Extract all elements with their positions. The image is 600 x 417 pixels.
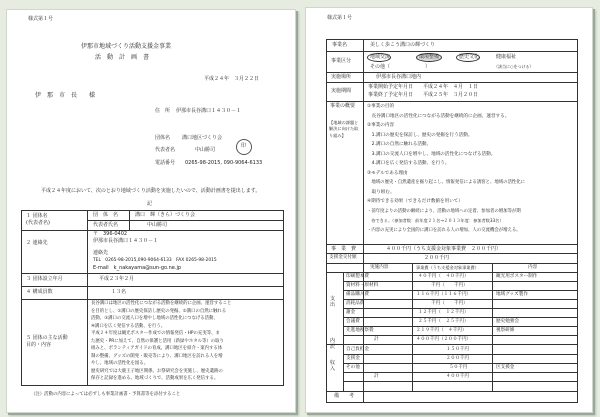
expense-item: 消耗品費	[346, 301, 365, 306]
income-amount: ２００千円	[446, 356, 469, 361]
summary-line: ①事業の目的	[367, 104, 395, 109]
summary-line: 2.溝口の自然に触れる活動。	[367, 142, 432, 147]
expense-item: 計	[374, 337, 379, 342]
period-start: 事業開始予定年月日 平成２４年 ４月 １日	[368, 84, 479, 90]
purpose-line: を目的とし、①溝口の歴史探訪し歴史の発掘、②溝口の自然に触れる	[91, 308, 227, 314]
members-label: ４ 構成員数	[26, 289, 53, 295]
expense-item: 謝金	[346, 310, 356, 315]
summary-line: ・内容の充実により全国的に溝口を訪れる人の増加、人の交流機会が増える。	[367, 227, 521, 233]
expense-amount: ４０千円（ ４０千円）	[418, 274, 469, 279]
expense-amount: ２１９千円（ ４千円）	[416, 328, 467, 333]
income-amount: １５０千円	[446, 347, 469, 352]
summary-line: ②事業の内容	[367, 123, 395, 128]
intro-text: 平成２４年度において、次のとおり地域づくり活動を実施したいので、活動計画書を提出します。	[41, 188, 261, 194]
expense-amount: １１６千円（１１６千円）	[416, 292, 472, 297]
budget-header-detail: 内容	[528, 265, 538, 270]
income-amount: ４００千円	[446, 374, 469, 379]
grant-amount-label: 支援金交付額	[329, 255, 357, 260]
seal-text: 印	[241, 143, 247, 149]
purpose-line: ④溝口を広く発信する活動、を行う。	[91, 323, 166, 329]
addressee: 伊 那 市 長 様	[35, 92, 96, 99]
summary-text	[367, 105, 575, 238]
contact-address: 伊那市長谷溝口１４３０－１	[93, 238, 159, 244]
income-item: 自己負担金	[346, 347, 369, 352]
document-subtitle: 活 動 計 画 書	[95, 54, 150, 61]
contact-sub-label: 連絡先	[93, 250, 109, 256]
expense-side-label: 支出	[330, 296, 336, 308]
summary-sublabel: 【地域の課題と解決に向けた取り組み】	[329, 120, 359, 138]
contact-zip: 〒 396-0402	[93, 231, 128, 237]
summary-line: 待できる。（参加者数：前年度２１名→２０１３年度：参加者数33名）	[367, 218, 504, 223]
purpose-text	[91, 302, 281, 385]
group-rep-value: 中山勝司	[147, 222, 168, 228]
members-value: １３名	[111, 289, 127, 295]
phone-value: 0265-98-2015, 090-9064-6133	[185, 160, 263, 166]
summary-line: 地域の歴史・自然遺産を掘り起こし、情報発信による誘客と、地域の活性化に	[367, 180, 526, 185]
group-row-label: １ 団体名 (代表者名)	[26, 213, 50, 226]
date: 平成２４年 ３月２２日	[204, 76, 260, 82]
income-item: 計	[374, 374, 379, 379]
category-other: その他（ ）	[370, 64, 431, 70]
budget-header-items: 実施内容	[370, 265, 389, 270]
total-cost-value: ４００千円（うち支援金対象事業費 ２００千円）	[386, 246, 502, 252]
summary-line: ・前年度よりの活動の継続により、活動の地域への定着、参加者の増加等が期	[367, 208, 521, 214]
category-label: 事業区分	[331, 58, 352, 64]
category-item: 環境整備	[419, 54, 440, 60]
category-item: 地域交流	[370, 54, 391, 60]
expense-item: 備品購入費	[346, 292, 369, 297]
purpose-line: 制の整備、グッズの開発・販売等により、溝口地区を訪れる人を増	[91, 353, 223, 359]
summary-line: 1.溝口の歴史を探訪し、歴史の発掘を行う活動。	[367, 132, 473, 138]
business-plan-page	[305, 7, 593, 413]
income-item: その他	[346, 365, 360, 370]
address-value: 伊那市長谷溝口１４３０－１	[176, 108, 242, 114]
seal-stamp	[236, 139, 252, 155]
expense-amount: 千円（ 千円）	[431, 301, 468, 306]
purpose-line: 平成２４年度は観光ポスター作成での情報発信・HPの充実等、ま	[91, 331, 220, 336]
address-label: 住 所	[155, 108, 171, 114]
expense-item: 資材料・原材料	[346, 283, 379, 288]
group-name-label: 団 体 名	[93, 212, 119, 218]
summary-label: 事業の概要	[330, 103, 356, 109]
founded-label: ３ 団体設立年月	[26, 276, 63, 282]
detail-side-label: 内訳	[330, 338, 336, 350]
summary-line: 取り組む。	[367, 189, 395, 195]
group-label: 団体名	[155, 135, 171, 141]
location-value: 伊那市長谷溝口地内	[376, 74, 422, 80]
expense-amount: ４００千円（２００千円）	[416, 337, 472, 342]
income-item: 支援金	[346, 356, 360, 361]
budget-header-amount: 事業費（うち支援金対象事業費）	[416, 265, 479, 270]
period-label: 実施期間	[331, 88, 352, 94]
phone-label: 電話番号	[155, 160, 176, 166]
purpose-line: やし、地域の活性化を図る。	[91, 361, 149, 366]
summary-line: ③モデルである理由	[367, 170, 408, 176]
group-rep-label: 代表者氏名	[93, 222, 119, 228]
summary-line: 長谷溝口地区の活性化につながる活動を継続的に企画、運営する。	[367, 113, 510, 119]
expense-detail: 地域グッズ製作	[496, 292, 528, 297]
expense-amount: 千円（ 千円）	[431, 283, 468, 288]
purpose-line: 保存と記録を進める。地域づくりで、活動成果を広く発信する。	[91, 376, 219, 381]
purpose-line: た歴史・PRに加えて、自然の保護と活用（新緑やホタル等）の取り	[91, 338, 224, 344]
expense-item: 会議費	[346, 319, 360, 324]
expense-detail: 歴史勉強会	[496, 319, 519, 324]
summary-line: ④期待できる効果（できるだけ数値を用いて）	[367, 199, 463, 204]
period-end: 事業終了予定年月日 平成２５年 ３月２０日	[368, 92, 479, 98]
business-name-value: 美しく歩こう溝口の輝づくり	[370, 42, 436, 48]
expense-item: 先進地視察費	[346, 328, 374, 333]
footnote: （注）活動の内容によっては必ずしも事業計画書・予算書等を添付すること	[31, 392, 181, 397]
expense-amount: ２５千円（ ２５千円）	[418, 319, 469, 324]
summary-line: 4.溝口を広く発信する活動、を行う。	[367, 161, 450, 166]
document-title: 伊那市地域づくり活動支援金事業	[81, 43, 172, 50]
income-amount: ５０千円	[449, 365, 468, 370]
form-number: 様式第１号	[327, 15, 353, 21]
expense-detail: 視察研修	[496, 328, 515, 333]
business-name-label: 事業名	[332, 42, 348, 48]
purpose-line: 歴史研究では大鹿王子地区関係、お祭研究会を実施し、歴史遺跡の	[91, 368, 223, 374]
category-item: 健康福祉	[496, 54, 517, 60]
grant-amount-value: ２００千円	[424, 255, 450, 261]
contact-row-label: ２ 連絡先	[26, 240, 48, 246]
expense-item: 印刷製本費	[346, 274, 369, 279]
total-cost-label: 事 業 費	[331, 246, 357, 252]
purpose-line: 組みと、ボランティアガイドの育成、溝口地区を紹介・案内する体	[91, 346, 223, 351]
note-heading: 記	[147, 201, 153, 207]
form-number: 様式第１号	[28, 16, 54, 22]
income-side-label: 収入	[330, 360, 336, 372]
location-label: 実施場所	[331, 74, 352, 80]
representative-value: 中山勝司	[195, 147, 216, 153]
category-item: 歴史文化	[459, 54, 480, 60]
expense-detail: 観光用ポスター制作	[496, 274, 538, 279]
founded-value: 平成２３年２月	[99, 276, 135, 282]
purpose-line: 活動、③溝口の交流人口を増やし地域の活性化につなげる活動、	[91, 316, 218, 321]
group-value: 溝口地区づくり会	[182, 135, 223, 141]
purpose-line: 長谷溝口は地区の活性化につながる活動を継続的に企画、運営すること	[91, 301, 232, 306]
expense-amount: １２千円（ １２千円）	[418, 310, 469, 315]
remarks-label: 備 考	[334, 393, 355, 399]
contact-phone: TEL 0265-98-2015,090-9064-6133 FAX 0265-98-2015	[93, 258, 217, 263]
activity-plan-page	[6, 9, 296, 413]
representative-label: 代表者名	[155, 147, 176, 153]
income-detail: 区支援金	[496, 365, 515, 370]
summary-line: 3.溝口の交流人口を増やし、地域の活性化につなげる活動。	[367, 151, 496, 157]
group-name-value: 溝口 輝（きら）づくり会	[135, 212, 196, 218]
purpose-label: ５ 団体の主な活動 目的・内容	[26, 335, 68, 348]
contact-email: E-mail k_nakayama@sun-go.ne.jp	[93, 265, 182, 271]
category-note: （該当に○をつける）	[494, 64, 534, 69]
